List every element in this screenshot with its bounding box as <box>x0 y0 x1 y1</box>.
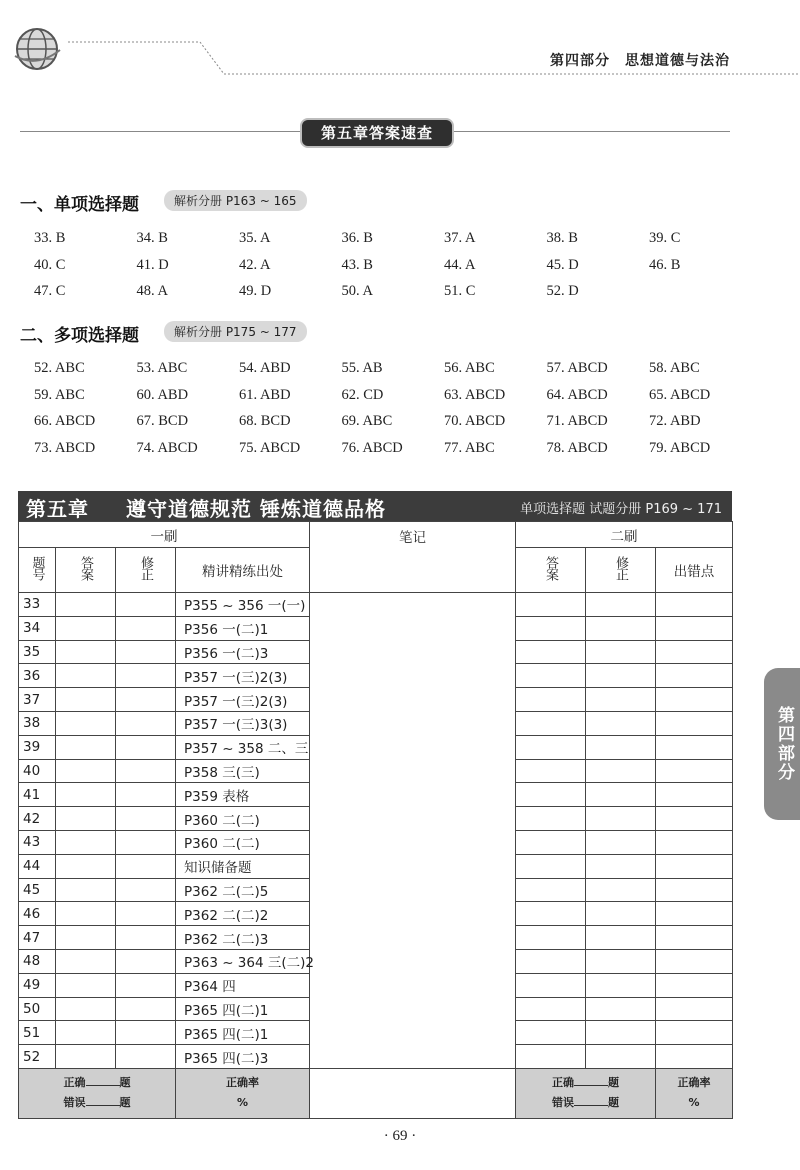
answer-item: 43. B <box>341 256 373 273</box>
fix-cell <box>116 807 176 831</box>
answer-item: 47. C <box>34 283 66 299</box>
fix-cell <box>116 640 176 664</box>
answer-item: 56. ABC <box>444 360 495 376</box>
question-number: 41 <box>19 783 56 807</box>
second-fix-cell <box>586 854 656 878</box>
question-number: 49 <box>19 973 56 997</box>
question-number: 37 <box>19 688 56 712</box>
source-cell: 知识储备题 <box>176 854 310 878</box>
answer-item: 53. ABC <box>136 360 188 376</box>
answer-cell <box>56 949 116 973</box>
source-cell: P355 ~ 356 一(一) <box>176 593 310 617</box>
fix-cell <box>116 854 176 878</box>
second-answer-cell <box>516 807 586 831</box>
single-choice-tag: 解析分册 P163 ~ 165 <box>164 190 307 211</box>
fix-cell <box>116 664 176 688</box>
single-choice-answers <box>34 225 752 305</box>
fix-cell <box>116 1045 176 1069</box>
source-cell: P362 二(二)5 <box>176 878 310 902</box>
answer-cell <box>56 854 116 878</box>
chapter-answer-banner: 第五章答案速查 <box>300 118 454 148</box>
second-fix-cell <box>586 878 656 902</box>
answer-item: 35. A <box>239 230 271 246</box>
second-answer-cell <box>516 593 586 617</box>
table-chapter-bar <box>18 491 732 521</box>
question-number: 50 <box>19 997 56 1021</box>
answer-item: 52. ABC <box>34 360 85 376</box>
answer-item: 74. ABCD <box>136 439 198 456</box>
answer-cell <box>56 902 116 926</box>
error-point-cell <box>656 616 733 640</box>
error-point-cell <box>656 593 733 617</box>
error-point-cell <box>656 973 733 997</box>
answer-item: 71. ABCD <box>546 413 608 429</box>
answer-item: 76. ABCD <box>341 439 403 456</box>
source-cell: P357 一(三)2(3) <box>176 688 310 712</box>
answer-cell <box>56 1021 116 1045</box>
answer-item: 69. ABC <box>341 413 393 429</box>
error-point-cell <box>656 783 733 807</box>
error-point-cell <box>656 878 733 902</box>
page-number: · 69 · <box>383 1128 417 1144</box>
answer-item: 58. ABC <box>649 360 700 376</box>
second-answer-cell <box>516 854 586 878</box>
answer-item: 67. BCD <box>136 413 189 429</box>
source-cell: P365 四(二)1 <box>176 1021 310 1045</box>
source-cell: P356 一(二)1 <box>176 616 310 640</box>
answer-cell <box>56 759 116 783</box>
second-fix-cell <box>586 616 656 640</box>
col-answer2-header: 答案 <box>543 556 558 580</box>
answer-item: 51. C <box>444 283 476 299</box>
second-fix-cell <box>586 926 656 950</box>
error-point-cell <box>656 902 733 926</box>
answer-item: 38. B <box>546 230 578 246</box>
question-number: 40 <box>19 759 56 783</box>
answer-item: 60. ABD <box>136 386 189 403</box>
answer-item: 65. ABCD <box>649 386 711 403</box>
notes-footer <box>310 1068 516 1118</box>
second-answer-cell <box>516 688 586 712</box>
answer-item: 68. BCD <box>239 413 291 429</box>
second-answer-cell <box>516 735 586 759</box>
error-point-cell <box>656 711 733 735</box>
answer-item: 63. ABCD <box>444 386 506 403</box>
second-fix-cell <box>586 688 656 712</box>
answer-item: 66. ABCD <box>34 413 96 429</box>
answer-item: 45. D <box>546 256 579 273</box>
question-number: 48 <box>19 949 56 973</box>
answer-cell <box>56 593 116 617</box>
first-pass-rate: 正确率 % <box>176 1068 310 1118</box>
answer-item: 50. A <box>341 283 373 299</box>
answer-cell <box>56 640 116 664</box>
col-fix2-header: 修正 <box>613 556 628 580</box>
table-chapter-title: 遵守道德规范 锤炼道德品格 <box>126 497 386 521</box>
answer-item: 40. C <box>34 256 66 273</box>
second-fix-cell <box>586 783 656 807</box>
source-cell: P362 二(二)2 <box>176 902 310 926</box>
review-record-table <box>18 521 733 1119</box>
answer-item: 70. ABCD <box>444 413 506 429</box>
question-number: 43 <box>19 830 56 854</box>
answer-item: 55. AB <box>341 360 383 376</box>
fix-cell <box>116 759 176 783</box>
question-number: 46 <box>19 902 56 926</box>
table-source-ref: 单项选择题 试题分册 P169 ~ 171 <box>520 502 722 517</box>
answer-cell <box>56 807 116 831</box>
answer-cell <box>56 973 116 997</box>
question-number: 38 <box>19 711 56 735</box>
second-answer-cell <box>516 640 586 664</box>
second-fix-cell <box>586 711 656 735</box>
col-fix-header: 修正 <box>138 556 153 580</box>
source-cell: P360 二(二) <box>176 830 310 854</box>
answer-item: 42. A <box>239 256 271 273</box>
question-number: 36 <box>19 664 56 688</box>
multi-choice-answers <box>34 355 752 461</box>
second-fix-cell <box>586 593 656 617</box>
source-cell: P357 ~ 358 二、三 <box>176 735 310 759</box>
question-number: 35 <box>19 640 56 664</box>
header-section-title: 第四部分 思想道德与法治 <box>550 53 730 69</box>
second-fix-cell <box>586 1021 656 1045</box>
fix-cell <box>116 902 176 926</box>
answer-item: 79. ABCD <box>649 439 711 456</box>
header-divider <box>0 0 800 90</box>
fix-cell <box>116 593 176 617</box>
error-point-cell <box>656 759 733 783</box>
answer-cell <box>56 878 116 902</box>
fix-cell <box>116 830 176 854</box>
second-answer-cell <box>516 616 586 640</box>
source-cell: P362 二(二)3 <box>176 926 310 950</box>
answer-item: 37. A <box>444 230 476 246</box>
error-point-cell <box>656 807 733 831</box>
second-answer-cell <box>516 1021 586 1045</box>
source-cell: P357 一(三)3(3) <box>176 711 310 735</box>
answer-item: 48. A <box>136 283 168 299</box>
question-number: 44 <box>19 854 56 878</box>
answer-item: 54. ABD <box>239 360 291 376</box>
multi-choice-tag: 解析分册 P175 ~ 177 <box>164 321 307 342</box>
answer-item: 75. ABCD <box>239 439 301 456</box>
notes-area <box>310 593 516 1069</box>
second-answer-cell <box>516 949 586 973</box>
error-point-cell <box>656 735 733 759</box>
question-number: 51 <box>19 1021 56 1045</box>
second-pass-score: 正确 题 错误 题 <box>516 1068 656 1118</box>
fix-cell <box>116 878 176 902</box>
second-answer-cell <box>516 997 586 1021</box>
fix-cell <box>116 616 176 640</box>
answer-cell <box>56 688 116 712</box>
question-number: 34 <box>19 616 56 640</box>
answer-item: 73. ABCD <box>34 439 96 456</box>
second-answer-cell <box>516 759 586 783</box>
source-cell: P363 ~ 364 三(二)2 <box>176 949 310 973</box>
part-side-tab: 第四部分 <box>764 668 800 820</box>
error-point-cell <box>656 688 733 712</box>
answer-item: 41. D <box>136 256 169 273</box>
second-pass-header: 二刷 <box>516 522 733 548</box>
second-fix-cell <box>586 759 656 783</box>
second-fix-cell <box>586 664 656 688</box>
first-pass-score: 正确 题 错误 题 <box>19 1068 176 1118</box>
fix-cell <box>116 735 176 759</box>
answer-cell <box>56 997 116 1021</box>
source-cell: P360 二(二) <box>176 807 310 831</box>
answer-cell <box>56 735 116 759</box>
fix-cell <box>116 1021 176 1045</box>
error-point-cell <box>656 997 733 1021</box>
answer-item: 77. ABC <box>444 439 495 456</box>
error-point-cell <box>656 949 733 973</box>
second-fix-cell <box>586 807 656 831</box>
fix-cell <box>116 688 176 712</box>
second-answer-cell <box>516 783 586 807</box>
second-answer-cell <box>516 926 586 950</box>
multi-choice-title: 二、多项选择题 <box>20 326 139 346</box>
question-number: 33 <box>19 593 56 617</box>
fix-cell <box>116 711 176 735</box>
answer-item: 49. D <box>239 283 272 299</box>
answer-item: 59. ABC <box>34 386 85 403</box>
col-error-header: 出错点 <box>656 548 733 593</box>
second-answer-cell <box>516 830 586 854</box>
answer-item: 64. ABCD <box>546 386 608 403</box>
answer-cell <box>56 664 116 688</box>
fix-cell <box>116 949 176 973</box>
second-answer-cell <box>516 711 586 735</box>
col-source-header: 精讲精练出处 <box>176 548 310 593</box>
error-point-cell <box>656 664 733 688</box>
notes-header: 笔记 <box>310 522 516 593</box>
source-cell: P365 四(二)1 <box>176 997 310 1021</box>
second-answer-cell <box>516 902 586 926</box>
answer-item: 44. A <box>444 256 476 273</box>
second-fix-cell <box>586 902 656 926</box>
source-cell: P358 三(三) <box>176 759 310 783</box>
table-chapter-label: 第五章 <box>26 497 89 521</box>
source-cell: P359 表格 <box>176 783 310 807</box>
second-answer-cell <box>516 973 586 997</box>
second-fix-cell <box>586 830 656 854</box>
second-fix-cell <box>586 973 656 997</box>
second-pass-rate: 正确率 % <box>656 1068 733 1118</box>
fix-cell <box>116 997 176 1021</box>
error-point-cell <box>656 1021 733 1045</box>
fix-cell <box>116 973 176 997</box>
source-cell: P365 四(二)3 <box>176 1045 310 1069</box>
fix-cell <box>116 783 176 807</box>
error-point-cell <box>656 926 733 950</box>
second-fix-cell <box>586 1045 656 1069</box>
error-point-cell <box>656 830 733 854</box>
answer-item: 62. CD <box>341 386 384 403</box>
second-answer-cell <box>516 1045 586 1069</box>
second-fix-cell <box>586 949 656 973</box>
answer-item: 52. D <box>546 283 579 299</box>
answer-item: 78. ABCD <box>546 439 608 456</box>
col-answer-header: 答案 <box>78 556 93 580</box>
single-choice-title: 一、单项选择题 <box>20 195 139 215</box>
question-number: 42 <box>19 807 56 831</box>
answer-cell <box>56 783 116 807</box>
answer-item: 36. B <box>341 230 373 246</box>
second-answer-cell <box>516 664 586 688</box>
source-cell: P356 一(二)3 <box>176 640 310 664</box>
answer-item: 34. B <box>136 230 168 246</box>
source-cell: P364 四 <box>176 973 310 997</box>
question-number: 47 <box>19 926 56 950</box>
answer-item: 46. B <box>649 256 681 273</box>
answer-cell <box>56 830 116 854</box>
col-num-header: 题号 <box>29 556 45 580</box>
answer-item: 39. C <box>649 230 681 246</box>
second-fix-cell <box>586 997 656 1021</box>
error-point-cell <box>656 854 733 878</box>
answer-item: 61. ABD <box>239 386 291 403</box>
source-cell: P357 一(三)2(3) <box>176 664 310 688</box>
answer-item: 57. ABCD <box>546 360 608 376</box>
question-number: 52 <box>19 1045 56 1069</box>
first-pass-header: 一刷 <box>19 522 310 548</box>
error-point-cell <box>656 1045 733 1069</box>
second-answer-cell <box>516 878 586 902</box>
question-number: 39 <box>19 735 56 759</box>
answer-cell <box>56 926 116 950</box>
answer-item: 33. B <box>34 230 66 246</box>
answer-cell <box>56 1045 116 1069</box>
answer-cell <box>56 711 116 735</box>
answer-item: 72. ABD <box>649 413 701 429</box>
error-point-cell <box>656 640 733 664</box>
answer-cell <box>56 616 116 640</box>
table-row <box>19 593 733 617</box>
fix-cell <box>116 926 176 950</box>
second-fix-cell <box>586 640 656 664</box>
question-number: 45 <box>19 878 56 902</box>
second-fix-cell <box>586 735 656 759</box>
